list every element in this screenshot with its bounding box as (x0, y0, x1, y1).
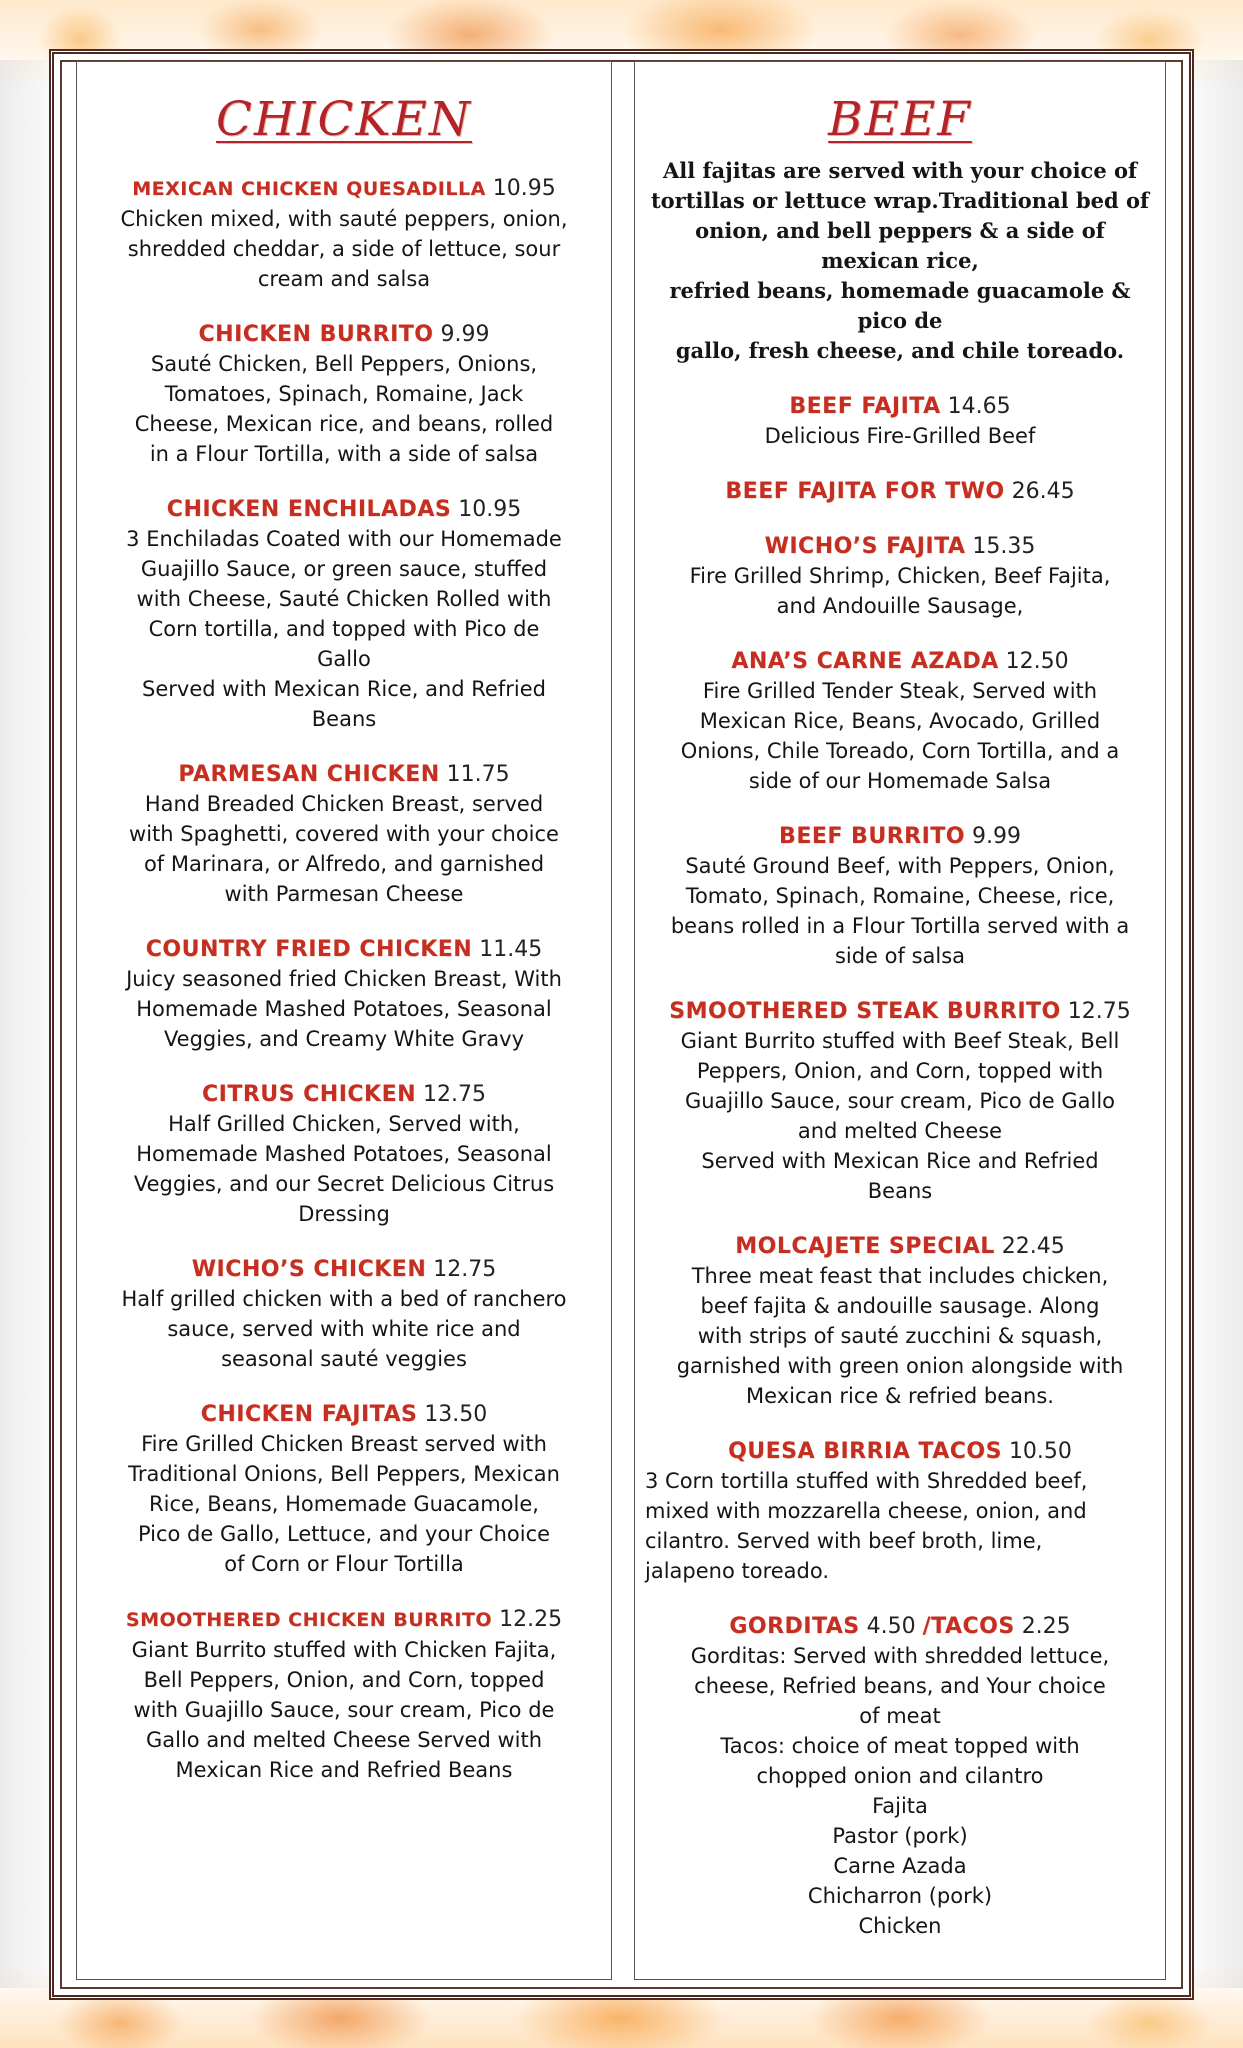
menu-item (645, 822, 1155, 971)
menu-item (87, 760, 601, 909)
menu-item (645, 392, 1155, 451)
menu-item (87, 174, 601, 294)
item-price: 11.75 (446, 762, 510, 787)
item-description: Delicious Fire-Grilled Beef (764, 424, 1036, 448)
item-description: Giant Burrito stuffed with Beef Steak, Bell Peppers, Onion, and Corn, topped with Guajillo Sauce, sour cream, Pico de Gallo and melted Cheese Served with Mexican Rice and Refried Beans (680, 1029, 1120, 1203)
menu-item (87, 495, 601, 734)
item-name: QUESA BIRRIA TACOS (728, 1439, 1002, 1464)
item-name: ANA’S CARNE AZADA (731, 649, 999, 674)
menu-item (87, 1255, 601, 1374)
menu-item (87, 1080, 601, 1229)
item-price: 10.95 (492, 176, 556, 201)
menu-item (645, 477, 1155, 506)
item-name: CITRUS CHICKEN (201, 1082, 417, 1107)
item-price: 10.50 (1008, 1439, 1072, 1464)
section-title-beef: BEEF (828, 92, 972, 147)
item-description: Fire Grilled Tender Steak, Served with Mexican Rice, Beans, Avocado, Grilled Onions, Chile Toreado, Corn Tortilla, and a side of our Homemade Salsa (680, 679, 1120, 793)
item-price: 12.25 (499, 1607, 563, 1632)
chicken-panel (76, 61, 612, 1980)
item-name: CHICKEN FAJITAS (200, 1402, 418, 1427)
item-name: BEEF FAJITA FOR TWO (725, 479, 1005, 504)
item-name: CHICKEN ENCHILADAS (166, 497, 452, 522)
item-name: BEEF BURRITO (779, 824, 965, 849)
item-name: GORDITAS (729, 1614, 860, 1639)
menu-item (645, 1437, 1155, 1586)
item-description: Sauté Ground Beef, with Peppers, Onion, Tomato, Spinach, Romaine, Cheese, rice, beans rolled in a Flour Tortilla served with a side of salsa (670, 854, 1130, 968)
item-description: Juicy seasoned fried Chicken Breast, With Homemade Mashed Potatoes, Seasonal Veggies, and Creamy White Gravy (126, 967, 562, 1051)
item-price: 12.75 (423, 1082, 486, 1107)
item-description: Hand Breaded Chicken Breast, served with Spaghetti, covered with your choice of Marinara, or Alfredo, and garnished with Parmesan Cheese (129, 792, 559, 906)
item-price: 11.45 (479, 937, 543, 962)
menu-item (645, 1232, 1155, 1411)
item-name: MEXICAN CHICKEN QUESADILLA (132, 178, 486, 200)
item-name: PARMESAN CHICKEN (178, 762, 440, 787)
menu-item (87, 1605, 601, 1785)
item-name: COUNTRY FRIED CHICKEN (145, 937, 473, 962)
item-description: 3 Enchiladas Coated with our Homemade Guajillo Sauce, or green sauce, stuffed with Cheese, Sauté Chicken Rolled with Corn tortilla, and topped with Pico de Gallo Served with Mexican Rice, and Refried Beans (126, 527, 562, 731)
menu-item (87, 1400, 601, 1579)
item-description: Three meat feast that includes chicken, beef fajita & andouille sausage. Along with strips of sauté zucchini & squash, garnished with green onion alongside with Mexican rice & refried beans. (676, 1264, 1124, 1408)
item-description: Fire Grilled Chicken Breast served with Traditional Onions, Bell Peppers, Mexican Rice, Beans, Homemade Guacamole, Pico de Gallo, Lettuce, and your Choice of Corn or Flour Tortilla (128, 1432, 560, 1576)
item-price: 26.45 (1011, 479, 1075, 504)
item-price: 22.45 (1001, 1234, 1065, 1259)
item-price: 15.35 (972, 534, 1036, 559)
item-description: Half grilled chicken with a bed of ranchero sauce, served with white rice and seasonal sauté veggies (121, 1287, 567, 1371)
item-price: 4.50 (866, 1614, 916, 1639)
item-description: Gorditas: Served with shredded lettuce, cheese, Refried beans, and Your choice of meat Tacos: choice of meat topped with chopped onion and cilantro Fajita Pastor (pork) Carne Azada Chicharron (pork) Chicken (690, 1644, 1110, 1938)
beef-panel (634, 61, 1166, 1980)
menu-item (87, 935, 601, 1054)
menu-item (645, 997, 1155, 1206)
item-description: Fire Grilled Shrimp, Chicken, Beef Fajita, and Andouille Sausage, (689, 564, 1111, 618)
item-price: 12.75 (1067, 999, 1131, 1024)
item-price: 10.95 (458, 497, 522, 522)
item-price: 9.99 (440, 322, 490, 347)
item-price: 12.75 (433, 1257, 497, 1282)
item-name: SMOOTHERED CHICKEN BURRITO (125, 1609, 493, 1631)
item-name: SMOOTHERED STEAK BURRITO (669, 999, 1061, 1024)
menu-item (645, 532, 1155, 621)
item-price-secondary: 2.25 (1021, 1614, 1071, 1639)
menu-item (87, 320, 601, 469)
item-name: BEEF FAJITA (789, 394, 941, 419)
item-name: CHICKEN BURRITO (198, 322, 434, 347)
section-title-chicken: CHICKEN (215, 92, 473, 147)
item-name-secondary: /TACOS (922, 1614, 1015, 1639)
item-name: WICHO’S CHICKEN (191, 1257, 427, 1282)
fajita-intro-note: All fajitas are served with your choice of tortillas or lettuce wrap.Traditional bed of onion, and bell peppers & a side of mexican rice, refried beans, homemade guacamole & pico de gallo, fresh cheese, and chile toreado. (650, 158, 1150, 363)
menu-item (645, 1612, 1155, 1941)
item-description: Chicken mixed, with sauté peppers, onion, shredded cheddar, a side of lettuce, sour cream and salsa (120, 207, 568, 291)
item-description: Half Grilled Chicken, Served with, Homemade Mashed Potatoes, Seasonal Veggies, and our Secret Delicious Citrus Dressing (133, 1112, 555, 1226)
item-price: 14.65 (947, 394, 1011, 419)
item-description: Sauté Chicken, Bell Peppers, Onions, Tomatoes, Spinach, Romaine, Jack Cheese, Mexican rice, and beans, rolled in a Flour Tortilla, with a side of salsa (134, 352, 554, 466)
item-description: Giant Burrito stuffed with Chicken Fajita, Bell Peppers, Onion, and Corn, topped with Guajillo Sauce, sour cream, Pico de Gallo and melted Cheese Served with Mexican Rice and Refried Beans (131, 1638, 557, 1782)
item-name: MOLCAJETE SPECIAL (735, 1234, 995, 1259)
menu-item (645, 647, 1155, 796)
item-description: 3 Corn tortilla stuffed with Shredded beef, mixed with mozzarella cheese, onion, and cilantro. Served with beef broth, lime, jalapeno toreado. (645, 1469, 1088, 1583)
item-price: 12.50 (1005, 649, 1069, 674)
item-name: WICHO’S FAJITA (764, 534, 966, 559)
item-price: 9.99 (971, 824, 1021, 849)
item-price: 13.50 (424, 1402, 488, 1427)
